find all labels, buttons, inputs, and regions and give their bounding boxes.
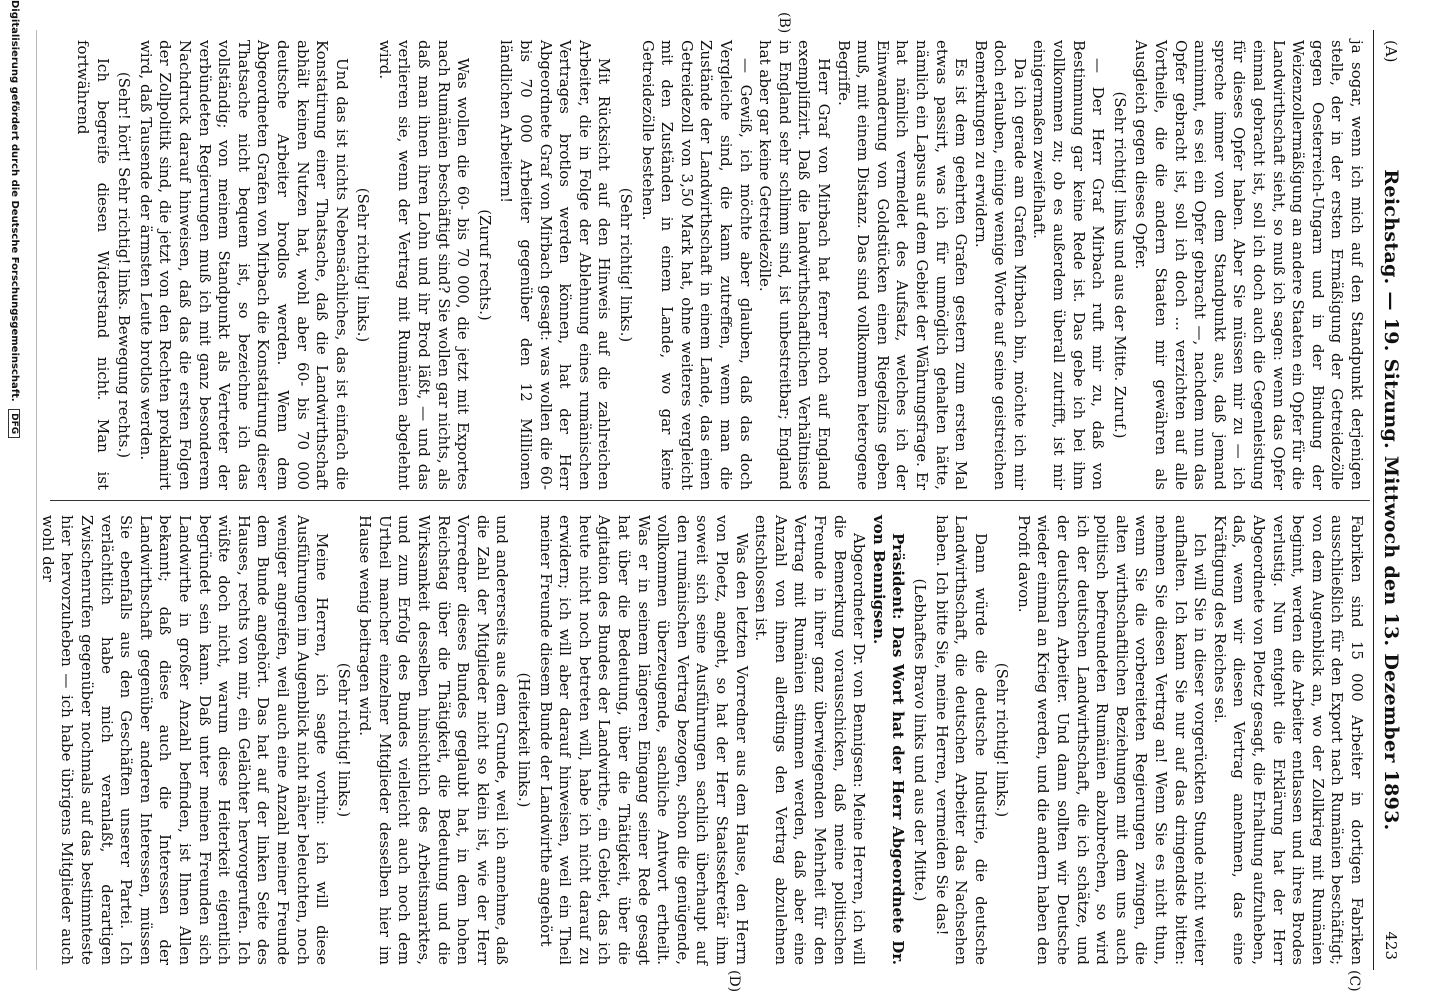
header-section-mark: (A) bbox=[1382, 40, 1400, 63]
paragraph: — Gewiß, ich möchte aber glauben, daß das doch Vergleiche sind, die kann zutreffen, wenn man die Zustände der Landwirthschaft in einem Lande, das einen Getreidezoll von 3,50 Mark hat, ohne weiteres vergleicht mit den Zuständen in einem Lande, wo gar keine Getreidezölle bestehen. bbox=[638, 40, 755, 490]
page-header bbox=[1378, 30, 1404, 970]
right-column bbox=[37, 515, 1366, 965]
interjection: (Sehr! hört! Sehr richtig! links. Bewegung rechts.) bbox=[115, 71, 134, 459]
paragraph: Abgeordneter Dr. von Bennigsen: Meine Herren, ich will die Bemerkung vorausschicken, daß meine politischen Freunde in ihrer ganz überwiegenden Mehrheit für den Vertrag mit Rumänien stimmen werden, daß aber eine Anzahl von ihnen allerdings den Vertrag abzulehnen entschlossen ist. bbox=[752, 515, 869, 965]
interjection: (Zuruf rechts.) bbox=[475, 209, 494, 321]
interjection: (Sehr richtig! links.) bbox=[617, 187, 636, 343]
interjection: (Sehr richtig! links.) bbox=[354, 187, 373, 343]
interjection: (Sehr richtig! links.) bbox=[993, 662, 1012, 818]
dfg-logo: DFG bbox=[8, 409, 20, 438]
paragraph: Es ist dem geehrten Grafen gestern zum ersten Mal etwas passirt, was ich für unmöglich gehalten hätte, nämlich ein Lapsus auf dem Gebiet der Währungsfrage. Er hat nämlich vermeldet des Aufsatz, welches ich der Einwanderung von Goldstücken einen Riegelzins geben muß, mit einem Distanz. Das sind vollkommen heterogene Begriffe. bbox=[834, 40, 971, 490]
interjection: (Lebhaftes Bravo links und aus der Mitte.) bbox=[910, 578, 929, 902]
footer-text: Digitalisierung gefördert durch die Deutsche Forschungsgemeinschaft. bbox=[9, 0, 20, 402]
header-title: Reichstag. — 19. Sitzung. Mittwoch den 13. Dezember 1893. bbox=[1380, 169, 1402, 831]
footer-rule bbox=[36, 30, 37, 970]
paragraph: ja sogar, wenn ich mich auf den Standpunkt derjenigen stelle, der in der ersten Ermäßigung der Getreidezölle gegen Oesterreich-Ungarn und in der Bindung der Weizenzollermäßigung an andere Staaten ein Opfer für die Landwirthschaft sieht, so muß ich sagen: wenn das Opfer einmal gebracht ist, soll ich doch auch die Gegenleistung für dieses Opfer haben. Aber Sie müssen mir zu — ich spreche immer von dem Standpunkt aus, daß jemand annimmt, es sei ein Opfer gebracht —, nachdem nun das Opfer gebracht ist, soll ich doch ... verzichten auf alle Vortheile, die die andern Staaten mir gewähren als Ausgleich gegen dieses Opfer. bbox=[1132, 40, 1366, 490]
paragraph: Ich will Sie in dieser vorgerückten Stunde nicht weiter aufhalten. Ich kann Sie nur auf das dringendste bitten: nehmen Sie diesen Vertrag an! Wenn Sie es nicht thun, wenn Sie die vorbereiteten Regierungen zwingen, die alten wirthschaftlichen Beziehungen mit dem uns auch politisch befreundeten Rumänien abzubrechen, so wird ich der deutschen Landwirthschaft, die ich schätze, und der deutschen Arbeiter. Und dann sollten wir Deutsche wieder einmal an Krieg werden, und die andern haben den Profit davon. bbox=[1014, 515, 1210, 965]
paragraph: Was wollen die 60- bis 70 000, die jetzt mit Exportes nach Rumänien beschäftigt sind? Sie wollen gar nichts, als daß man ihnen ihren Lohn und ihr Brod läßt, — und das verlieren sie, wenn der Vertrag mit Rumänien abgelehnt wird. bbox=[375, 40, 473, 490]
paragraph: und andererseits aus dem Grunde, weil ich annehme, daß die Zahl der Mitglieder nicht so klein ist, wie der Herr Vorredner dieses Bundes geglaubt hat, in dem hohen Reichstag über die Thätigkeit, die Bedeutung und die Wirksamkeit desselben hinsichtlich des Arbeitsmarktes, und zum Erfolg des Bundes vielleicht auch noch dem Urtheil mancher einzelner Mitglieder desselben hier im Hause wenig beitragen wird. bbox=[356, 515, 512, 965]
header-rule bbox=[1373, 30, 1374, 970]
margin-mark-d: (D) bbox=[726, 970, 742, 993]
interjection: (Sehr richtig! links.) bbox=[334, 662, 353, 818]
interjection: (Heiterkeit links.) bbox=[515, 672, 534, 808]
speaker-paragraph: Präsident: Das Wort hat der Herr Abgeordnete Dr. von Bennigsen. bbox=[869, 515, 908, 965]
page-number: 423 bbox=[1382, 931, 1400, 960]
paragraph: Was den letzten Vorredner aus dem Hause, den Herrn von Ploetz, angeht, so hat der Herr Staatssekretär ihm soweit sich seine Ausführungen sachlich überhaupt auf den rumänischen Vertrag bezogen, schon die genügende, vollkommen überzeugende, sachliche Antwort ertheilt. Was er in seinem längeren Eingang seiner Rede gesagt hat über die Bedeutung, über die Thätigkeit, über die Agitation des Bundes der Landwirthe, ein Gebiet, das ich heute nicht noch betreten will, habe ich nicht darauf zu erwidern; ich will aber darauf hinweisen, weil ein Theil meiner Freunde diesem Bunde der Landwirthe angehört bbox=[536, 515, 751, 965]
paragraph: Herr Graf von Mirbach hat ferner noch auf England exemplifizirt. Daß die landwirthschaftlichen Verhältnisse in England sehr schlimm sind, ist unbestreitbar; England hat aber gar keine Getreidezölle. bbox=[756, 40, 833, 490]
paragraph: Dann würde die deutsche Industrie, die deutsche Landwirthschaft, die deutschen Arbeiter das Nachsehen haben. Ich bitte Sie, meine Herren, vermeiden Sie das! bbox=[932, 515, 990, 965]
paragraph: Ich begreife diesen Widerstand nicht. Man ist fortwährend bbox=[74, 40, 112, 490]
paragraph: Und das ist nichts Nebensächliches, das ist einfach die Konstatirung einer Thatsache, daß die Landwirthschaft abhält keinen Nutzen hat, wohl aber 60- bis 70 000 deutsche Arbeiter brodlos werden. Wenn dem Abgeordneten Grafen von Mirbach die Konstatirung dieser Thatsache nicht bequem ist, so bezeichne ich das vollständig; von meinem Standpunkt als Vertreter der verbündeten Regierungen muß ich mit ganz besonderem Nachdruck darauf hinweisen, daß das die ersten Folgen der Zollpolitik sind, die jetzt von den Rechten proklamirt wird, daß Tausende der ärmsten Leute brotlos werden. bbox=[136, 40, 351, 490]
paragraph: Fabriken sind 15 000 Arbeiter in dortigen Fabriken ausschließlich für den Export nach Rumänien beschäftigt; von dem Augenblick an, wo der Zollkrieg mit Rumänien beginnt, werden die Arbeiter entlassen und ihres Brodes verlustig. Nun entgeht die Erklärung hat der Herr Abgeordnete von Ploetz gesagt, die Erhaltung aufzuheben, daß, wenn wir diesen Vertrag annehmen, das eine Kräftigung des Reiches sei. bbox=[1210, 515, 1366, 965]
margin-mark-b: (B) bbox=[776, 12, 792, 34]
paragraph: Mit Rücksicht auf den Hinweis auf die zahlreichen Arbeiter, die in Folge der Ablehnung eines rumänischen Vertrages brotlos werden können, hat der Herr Abgeordnete Graf von Mirbach gesagt: was wollen die 60- bis 70 000 Arbeiter gegenüber den 12 Millionen ländlichen Arbeitern! bbox=[497, 40, 614, 490]
margin-mark-c: (C) bbox=[1346, 970, 1362, 992]
interjection: (Sehr richtig! links und aus der Mitte. Zuruf.) bbox=[1110, 91, 1129, 439]
left-column bbox=[72, 40, 1366, 490]
column-divider bbox=[50, 500, 1370, 501]
paragraph: — Der Herr Graf Mirbach ruft mir zu, daß von Bestimmung gar keine Rede ist. Das gebe ich bei ihm vollkommen zu; ob es außerdem überall zutrifft, ist mir einigermaßen zweifelhaft. bbox=[1030, 40, 1108, 490]
digitization-footer bbox=[8, 0, 20, 1000]
paragraph: Da ich gerade am Grafen Mirbach bin, möchte ich mir doch erlauben, einige wenige Worte auf seine geistreichen Bemerkungen zu erwidern. bbox=[971, 40, 1029, 490]
paragraph: Meine Herren, ich sagte vorhin: ich will diese Ausführungen im Augenblick nicht näher beleuchten, noch weniger angreifen, weil auch eine Anzahl meiner Freunde dem Bunde angehört. Das hat auf der linken Seite des Hauses, rechts von mir, ein Gelächter hervorgerufen. Ich wüßte doch nicht, warum diese Heiterkeit eigentlich begründet sein kann. Daß unter meinen Freunden sich Landwirthe in großer Anzahl befinden, ist Ihnen Allen bekannt; daß diese auch die Interessen der Landwirthschaft gegenüber anderen Interessen, müssen Sie ebenfalls aus den Geschäften unserer Partei. Ich verlächtlich habe mich veranlaßt, derartigen Zwischenrufen gegenüber nochmals auf das bestimmteste hier hervorzuheben — ich habe übrigens Mitglieder auch wohl der bbox=[38, 515, 332, 965]
